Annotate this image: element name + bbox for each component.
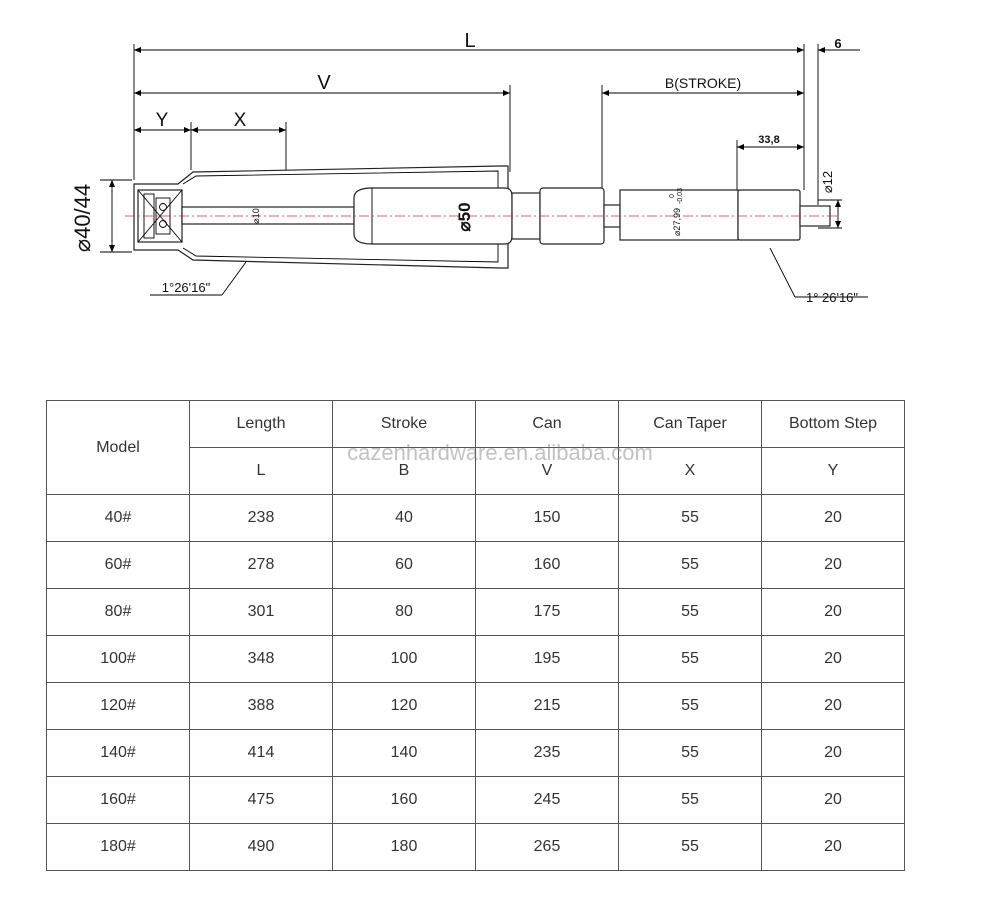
table-row	[47, 730, 905, 777]
cell-v: 150	[476, 495, 619, 542]
dim-label-V: V	[317, 72, 331, 94]
cell-v: 175	[476, 589, 619, 636]
cell-b: 140	[333, 730, 476, 777]
cell-l: 475	[190, 777, 333, 824]
cell-x: 55	[619, 542, 762, 589]
cell-model: 120#	[47, 683, 190, 730]
cell-y: 20	[762, 589, 905, 636]
cell-v: 235	[476, 730, 619, 777]
cell-v: 265	[476, 824, 619, 871]
cell-b: 100	[333, 636, 476, 683]
inner-rod	[182, 207, 354, 224]
table-row	[47, 636, 905, 683]
dim-label-4044: ⌀40/44	[70, 183, 95, 253]
header-model: Model	[47, 401, 190, 495]
cell-y: 20	[762, 824, 905, 871]
dim-label-stroke: B(STROKE)	[664, 75, 742, 91]
dim-label-six: 6	[834, 36, 842, 51]
cell-l: 490	[190, 824, 333, 871]
cell-v: 195	[476, 636, 619, 683]
cell-x: 55	[619, 495, 762, 542]
cell-v: 160	[476, 542, 619, 589]
cell-b: 60	[333, 542, 476, 589]
cell-model: 100#	[47, 636, 190, 683]
table-row	[47, 683, 905, 730]
cell-y: 20	[762, 730, 905, 777]
gas-cylinder-drawing	[0, 0, 1000, 340]
header-can: Can	[476, 401, 619, 448]
cell-b: 40	[333, 495, 476, 542]
dim-label-50: ⌀50	[455, 202, 474, 232]
cell-v: 245	[476, 777, 619, 824]
table-row	[47, 777, 905, 824]
dim-label-10: ⌀10	[251, 208, 261, 224]
watermark: cazenhardware.en.alibaba.com	[347, 440, 653, 465]
cell-x: 55	[619, 824, 762, 871]
cell-y: 20	[762, 542, 905, 589]
tube-head	[738, 190, 800, 240]
table-row	[47, 824, 905, 871]
cell-v: 215	[476, 683, 619, 730]
angle-label-left: 1°26'16"	[161, 280, 211, 295]
subheader-Y: Y	[762, 448, 905, 495]
cell-model: 80#	[47, 589, 190, 636]
header-length: Length	[190, 401, 333, 448]
cell-x: 55	[619, 589, 762, 636]
cell-b: 120	[333, 683, 476, 730]
cell-y: 20	[762, 683, 905, 730]
table-header-row	[47, 401, 905, 448]
dim-label-X: X	[233, 110, 247, 131]
subheader-L: L	[190, 448, 333, 495]
angle-label-right: 1° 26'16"	[805, 290, 859, 305]
cylinder-body	[125, 166, 838, 268]
subheader-X: X	[619, 448, 762, 495]
dim-label-12: ⌀12	[820, 170, 835, 194]
dim-label-L: L	[464, 30, 476, 52]
cell-b: 160	[333, 777, 476, 824]
header-stroke: Stroke	[333, 401, 476, 448]
cell-b: 180	[333, 824, 476, 871]
cell-model: 140#	[47, 730, 190, 777]
header-can-taper: Can Taper	[619, 401, 762, 448]
table-row	[47, 495, 905, 542]
cell-l: 388	[190, 683, 333, 730]
cell-l: 414	[190, 730, 333, 777]
cell-y: 20	[762, 636, 905, 683]
cell-y: 20	[762, 777, 905, 824]
cell-x: 55	[619, 636, 762, 683]
cell-l: 238	[190, 495, 333, 542]
cell-l: 348	[190, 636, 333, 683]
dim-label-338: 33,8	[758, 134, 780, 146]
cell-x: 55	[619, 777, 762, 824]
cell-model: 180#	[47, 824, 190, 871]
dim-tolerance-top: 0	[669, 194, 676, 198]
cell-y: 20	[762, 495, 905, 542]
subheader-V: V	[476, 448, 619, 495]
spec-table	[46, 400, 905, 871]
header-bottom-step: Bottom Step	[762, 401, 905, 448]
dim-tolerance-bottom: -0.03	[677, 188, 684, 204]
subheader-B: B	[333, 448, 476, 495]
table-row	[47, 542, 905, 589]
cell-model: 160#	[47, 777, 190, 824]
dim-label-Y: Y	[155, 110, 169, 131]
cell-l: 301	[190, 589, 333, 636]
cell-x: 55	[619, 730, 762, 777]
cell-model: 60#	[47, 542, 190, 589]
table-body	[47, 495, 905, 871]
cell-b: 80	[333, 589, 476, 636]
cell-model: 40#	[47, 495, 190, 542]
cell-x: 55	[619, 683, 762, 730]
dim-label-2799: ⌀27,99	[672, 208, 682, 236]
cell-l: 278	[190, 542, 333, 589]
table-row	[47, 589, 905, 636]
